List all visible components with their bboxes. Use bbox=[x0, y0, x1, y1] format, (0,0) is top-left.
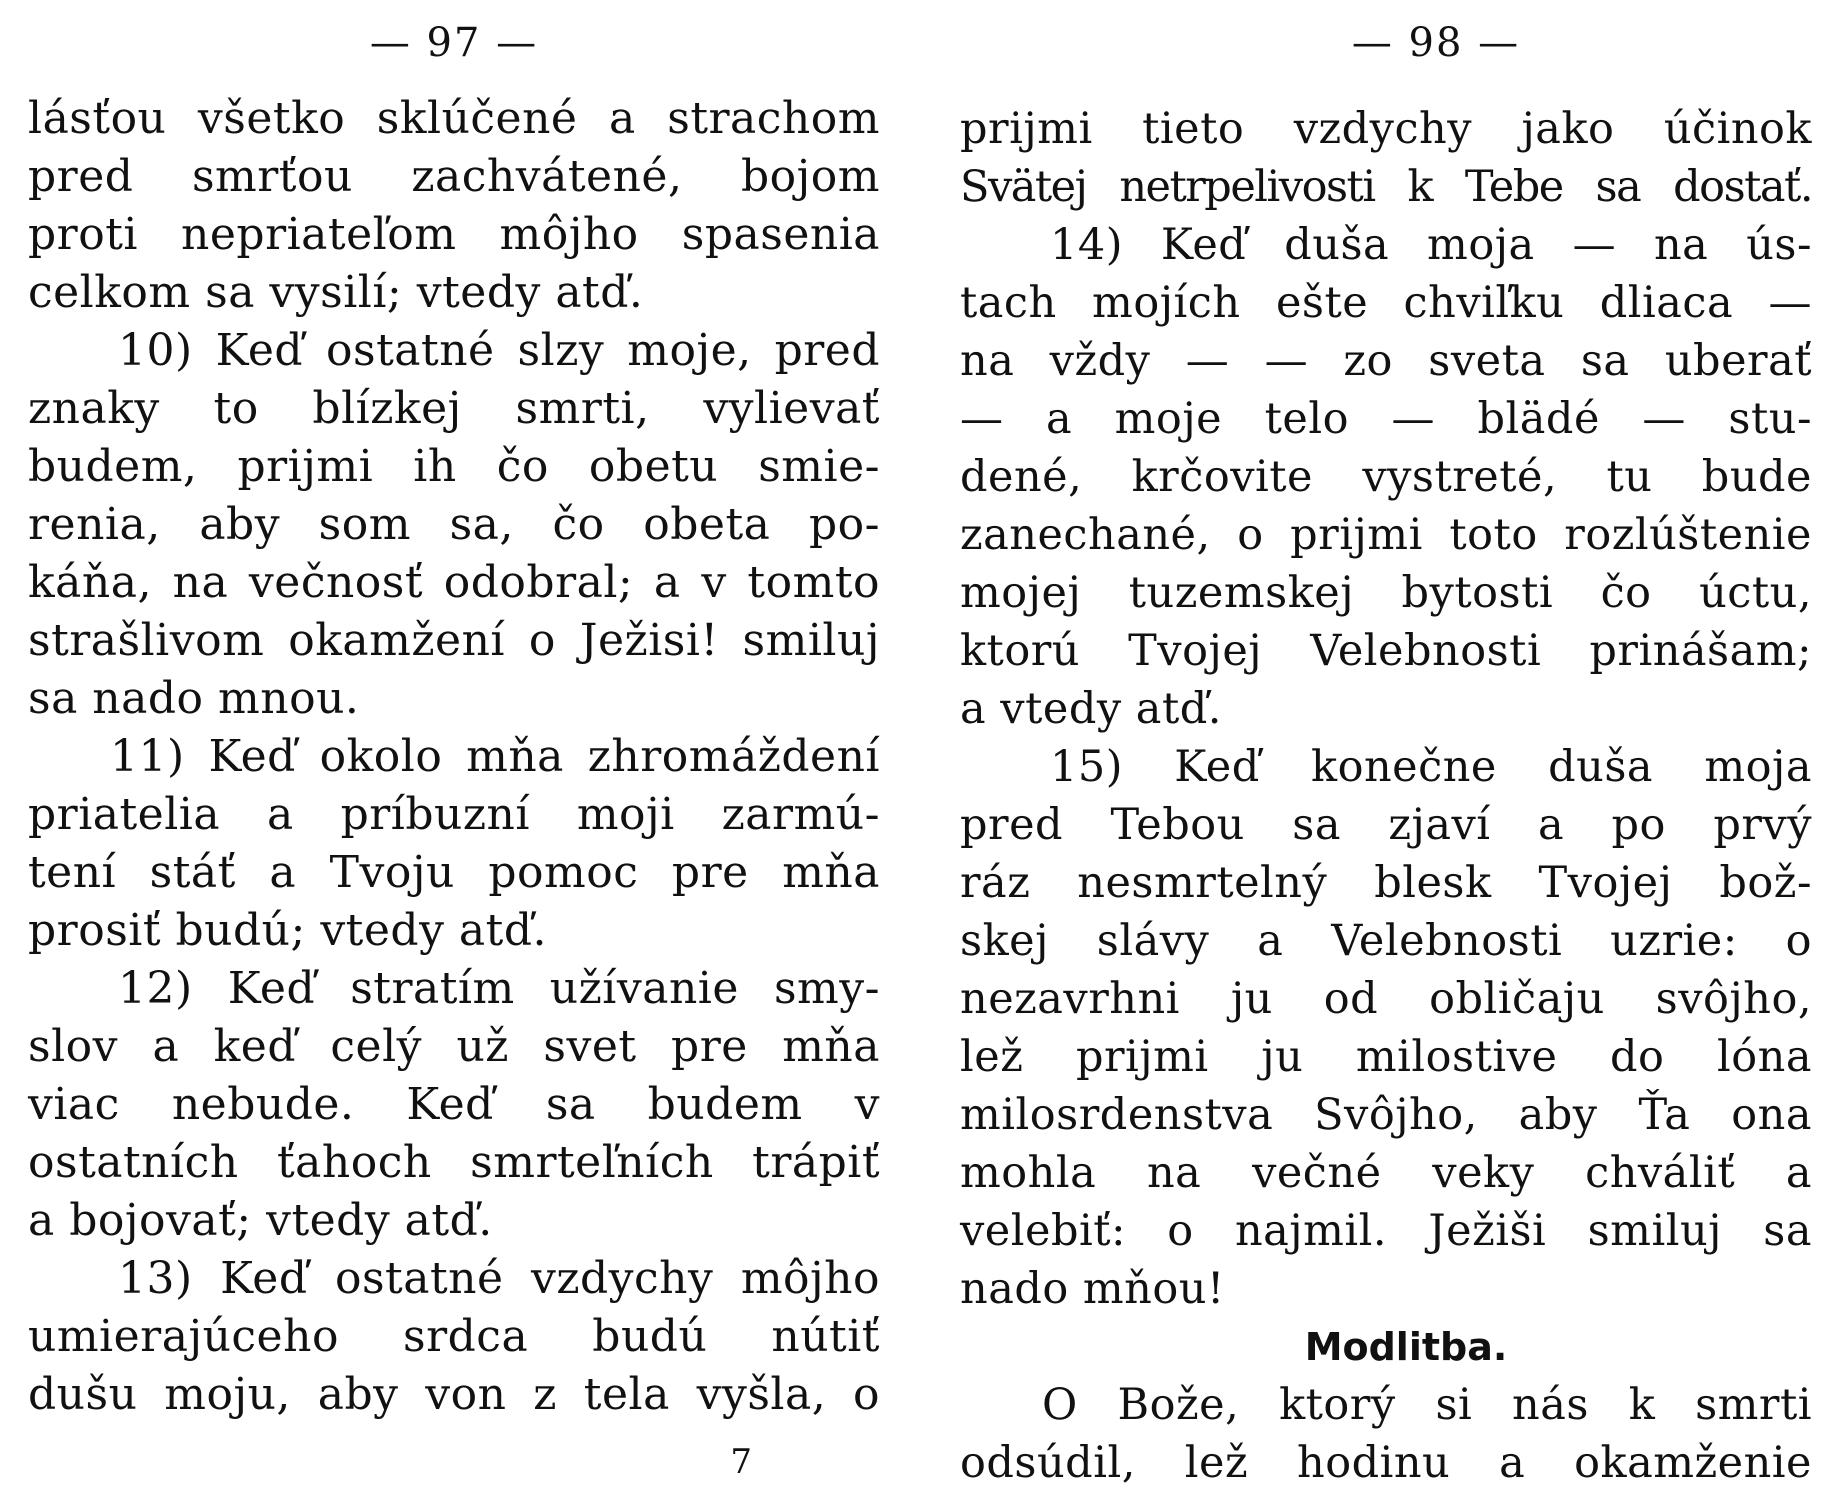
right-page bbox=[960, 0, 1812, 1500]
text-line: O Bože, ktorý si nás k smrti bbox=[1042, 1380, 1812, 1430]
text-line: velebiť: o najmil. Ježiši smiluj sa bbox=[960, 1206, 1812, 1256]
text-line: 13) Keď ostatné vzdychy môjho bbox=[118, 1253, 880, 1304]
left-page bbox=[28, 0, 880, 1500]
text-line: 15) Keď konečne duša moja bbox=[1050, 742, 1812, 792]
text-line: celkom sa vysilí; vtedy atď. bbox=[28, 267, 644, 318]
text-line: mohla na večné veky chváliť a bbox=[960, 1148, 1812, 1198]
text-line: renia, aby som sa, čo obeta po- bbox=[28, 499, 880, 550]
signature-mark: 7 bbox=[730, 1442, 752, 1482]
page-number-header: — 97 — bbox=[369, 20, 539, 66]
text-line: priatelia a príbuzní moji zarmú- bbox=[28, 789, 880, 840]
text-line: mojej tuzemskej bytosti čo úctu, bbox=[960, 568, 1812, 618]
text-line: prosiť budú; vtedy atď. bbox=[28, 905, 547, 956]
text-line: ostatních ťahoch smrteľních trápiť bbox=[28, 1137, 880, 1188]
text-line: umierajúceho srdca budú nútiť bbox=[28, 1311, 880, 1362]
left-page-body bbox=[28, 90, 880, 1424]
text-line: — a moje telo — blädé — stu- bbox=[960, 394, 1812, 444]
text-line: dušu moju, aby von z tela vyšla, o bbox=[28, 1369, 880, 1420]
text-line: ráz nesmrtelný blesk Tvojej bož- bbox=[960, 858, 1812, 908]
text-line: na vždy — — zo sveta sa uberať bbox=[960, 336, 1812, 386]
text-line: lež prijmi ju milostive do lóna bbox=[960, 1032, 1812, 1082]
text-line: viac nebude. Keď sa budem v bbox=[28, 1079, 880, 1130]
text-line: proti nepriateľom môjho spasenia bbox=[28, 209, 880, 260]
text-line: prijmi tieto vzdychy jako účinok bbox=[960, 104, 1812, 154]
text-line: zanechané, o prijmi toto rozlúštenie bbox=[960, 510, 1812, 560]
text-line: nezavrhni ju od obličaju svôjho, bbox=[960, 974, 1812, 1024]
text-line: pred smrťou zachvátené, bojom bbox=[28, 151, 880, 202]
text-line: odsúdil, lež hodinu a okamženie bbox=[960, 1438, 1812, 1488]
text-line: 10) Keď ostatné slzy moje, pred bbox=[118, 325, 880, 376]
text-line: tach mojích ešte chviľku dliaca — bbox=[960, 278, 1812, 328]
text-line: lásťou všetko sklúčené a strachom bbox=[28, 93, 880, 144]
text-line: milosrdenstva Svôjho, aby Ťa ona bbox=[960, 1090, 1812, 1140]
text-line: pred Tebou sa zjaví a po prvý bbox=[960, 800, 1812, 850]
text-line: strašlivom okamžení o Ježisi! smiluj bbox=[28, 615, 880, 666]
text-line: skej slávy a Velebnosti uzrie: o bbox=[960, 916, 1812, 966]
text-line: ktorú Tvojej Velebnosti prinášam; bbox=[960, 626, 1812, 676]
text-line: budem, prijmi ih čo obetu smie- bbox=[28, 441, 880, 492]
text-line: a vtedy atď. bbox=[960, 684, 1222, 734]
text-line: 12) Keď stratím užívanie smy- bbox=[118, 963, 880, 1014]
right-page-body bbox=[960, 100, 1812, 1492]
text-line: tení stáť a Tvoju pomoc pre mňa bbox=[28, 847, 880, 898]
text-line: káňa, na večnosť odobral; a v tomto bbox=[28, 557, 880, 608]
text-line: sa nado mnou. bbox=[28, 673, 360, 724]
text-line: a bojovať; vtedy atď. bbox=[28, 1195, 493, 1246]
text-line: dené, krčovite vystreté, tu bude bbox=[960, 452, 1812, 502]
text-line: 11) Keď okolo mňa zhromáždení bbox=[110, 731, 880, 782]
text-line: znaky to blízkej smrti, vylievať bbox=[28, 383, 880, 434]
text-line: slov a keď celý už svet pre mňa bbox=[28, 1021, 880, 1072]
text-line: Svätej netrpelivosti k Tebe sa dostať. bbox=[960, 162, 1812, 212]
text-line: 14) Keď duša moja — na ús- bbox=[1050, 220, 1812, 270]
text-line: nado mňou! bbox=[960, 1264, 1225, 1314]
page-number-header: — 98 — bbox=[1351, 20, 1521, 66]
section-heading: Modlitba. bbox=[1304, 1325, 1508, 1369]
